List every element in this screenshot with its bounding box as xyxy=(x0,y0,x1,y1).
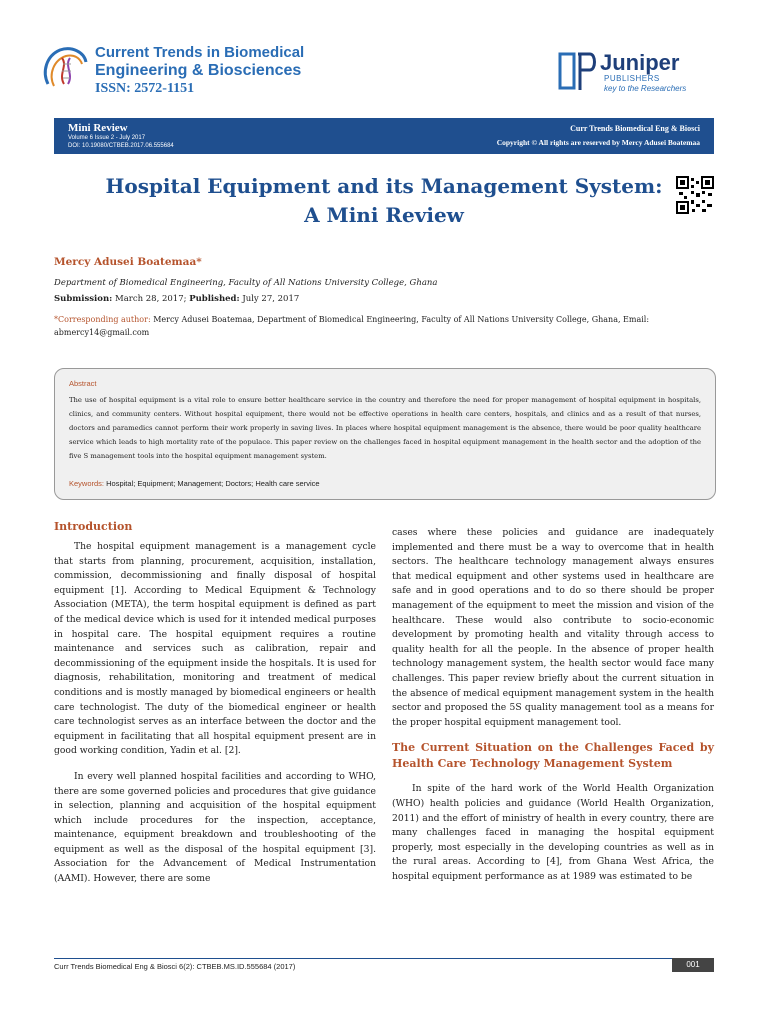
qr-code-icon xyxy=(676,176,714,214)
body-column-left xyxy=(54,540,376,887)
published-date: July 27, 2017 xyxy=(242,294,300,304)
doi[interactable]: DOI: 10.19080/CTBEB.2017.06.555684 xyxy=(68,143,174,149)
volume-info: Volume 6 Issue 2 - July 2017 xyxy=(68,135,146,141)
intro-paragraph-1: The hospital equipment management is a management cycle that starts from planning, procurement, acquisition, installation, commission, decommissioning and finally disposal of hospital equipment [1]. According to Medical Equipment & Technology Association (META), the term hospital equipment is defined as part of the medical device which is used for it intended medical purposes in hospital care. The hospital equipment requires a routine maintenance and services such as calibration, repair and decommissioning of the equipment inside the hospitals. It is used for diagnosis, rehabilitation, monitoring and treatment of medical conditions and is mostly managed by biomedical engineers or health care technologist. The duty of the biomedical engineer or health care technologist serves as an interface between the doctor and the equipment in facilitating that all hospital equipment present are in good working condition, Yadin et al. [2]. xyxy=(54,541,376,757)
footer-citation: Curr Trends Biomedical Eng & Biosci 6(2): CTBEB.MS.ID.555684 (2017) xyxy=(54,962,296,971)
juniper-logo-icon xyxy=(558,50,598,94)
author-name: Mercy Adusei Boatemaa* xyxy=(54,256,202,268)
section2-heading: The Current Situation on the Challenges Faced by Health Care Technology Management System xyxy=(392,741,714,771)
corresponding-label: *Corresponding author: xyxy=(54,315,151,324)
keywords xyxy=(69,479,320,488)
journal-citation: Curr Trends Biomedical Eng & Biosci xyxy=(570,124,700,133)
title-line1: Hospital Equipment and its Management System: xyxy=(105,174,663,198)
body-column-right xyxy=(392,526,714,884)
author-affiliation: Department of Biomedical Engineering, Faculty of All Nations University College, Ghana xyxy=(54,278,438,288)
intro-paragraph-2: In every well planned hospital facilities and according to WHO, there are some governed policies and procedures that give guidance in selection, planning and acquisition of the hospital equipment which include procedures for the inspection, acceptance, maintenance, equipment breakdown and troubleshooting of the equipment as well as the disposal of the hospital equipment [3]. Association for the Advancement of Medical Instrumentation (AAMI). However, there are some xyxy=(54,770,376,885)
footer-rule xyxy=(54,958,714,959)
published-label: Published: xyxy=(189,294,240,304)
article-title xyxy=(54,172,714,230)
introduction-heading: Introduction xyxy=(54,520,133,533)
right-paragraph-1: cases where these policies and guidance are inadequately implemented and there must be a way to overcome that in health sectors. The healthcare technology management always ensures that medical equipment and other systems used in healthcare are safe and in good operations and to do so there should be proper management of the equipment to meet the mission and vision of the healthcare. These would also contribute to socio-economic development by promoting health and vitality through access to quality health for all the people. In the absence of proper health technology management system, the health sector would face many challenges. This paper review briefly about the current situation in the absence of medical equipment management system in the health sector and proposed the 5S quality management tool as a means for the proper hospital equipment management tool. xyxy=(392,527,714,728)
copyright: Copyright © All rights are reserved by Mercy Adusei Boatemaa xyxy=(496,138,700,147)
keywords-list: Hospital; Equipment; Management; Doctors; Health care service xyxy=(106,479,320,488)
journal-name-line1: Current Trends in Biomedical xyxy=(95,44,305,61)
title-line2: A Mini Review xyxy=(304,203,464,227)
submission-label: Submission: xyxy=(54,294,113,304)
submission-dates xyxy=(54,294,299,304)
journal-name-line2: Engineering & Biosciences xyxy=(95,62,302,79)
corresponding-author xyxy=(54,313,714,339)
journal-logo xyxy=(40,44,90,94)
abstract-heading: Abstract xyxy=(69,379,97,388)
article-type: Mini Review xyxy=(68,122,128,134)
right-paragraph-2: In spite of the hard work of the World Health Organization (WHO) health policies and guidance (World Health Organization, 2011) and the effort of ministry of health in every country, there are many challenges faced in managing the hospital equipment properly, most especially in the developing countries as well as in the rural areas. According to [4], from Ghana West Africa, the hospital equipment performance as at 1989 was estimated to be xyxy=(392,783,714,882)
journal-issn: ISSN: 2572-1151 xyxy=(95,81,195,96)
abstract-box xyxy=(54,368,716,500)
submission-date: March 28, 2017; xyxy=(114,294,187,304)
publisher-sub: PUBLISHERS xyxy=(604,74,660,83)
abstract-text: The use of hospital equipment is a vital role to ensure better healthcare service in the country and therefore the need for proper management of hospital equipment in hospitals, clinics, and community centers. Without hospital equipment, there would not be effective operations in health care centers, hospitals, and clinics and as a result of that nurses, doctors and paramedics cannot perform their work properly in saving lives. In places where hospital equipment management is the absence, there would be poor quality healthcare service which leads to high mortality rate of the populace. This paper review on the challenges faced in hospital equipment management in the health sector and the adoption of the five S management tools into the hospital equipment management system. xyxy=(69,396,701,460)
corresponding-text: Mercy Adusei Boatemaa, Department of Biomedical Engineering, Faculty of All Nations University College, Ghana, Email: abmercy14@gmail.com xyxy=(54,315,650,337)
publisher-name: Juniper xyxy=(600,50,680,75)
keywords-label: Keywords: xyxy=(69,479,105,488)
page-number: 001 xyxy=(672,958,714,972)
article-banner xyxy=(54,118,714,154)
publisher-tagline: key to the Researchers xyxy=(604,84,687,93)
